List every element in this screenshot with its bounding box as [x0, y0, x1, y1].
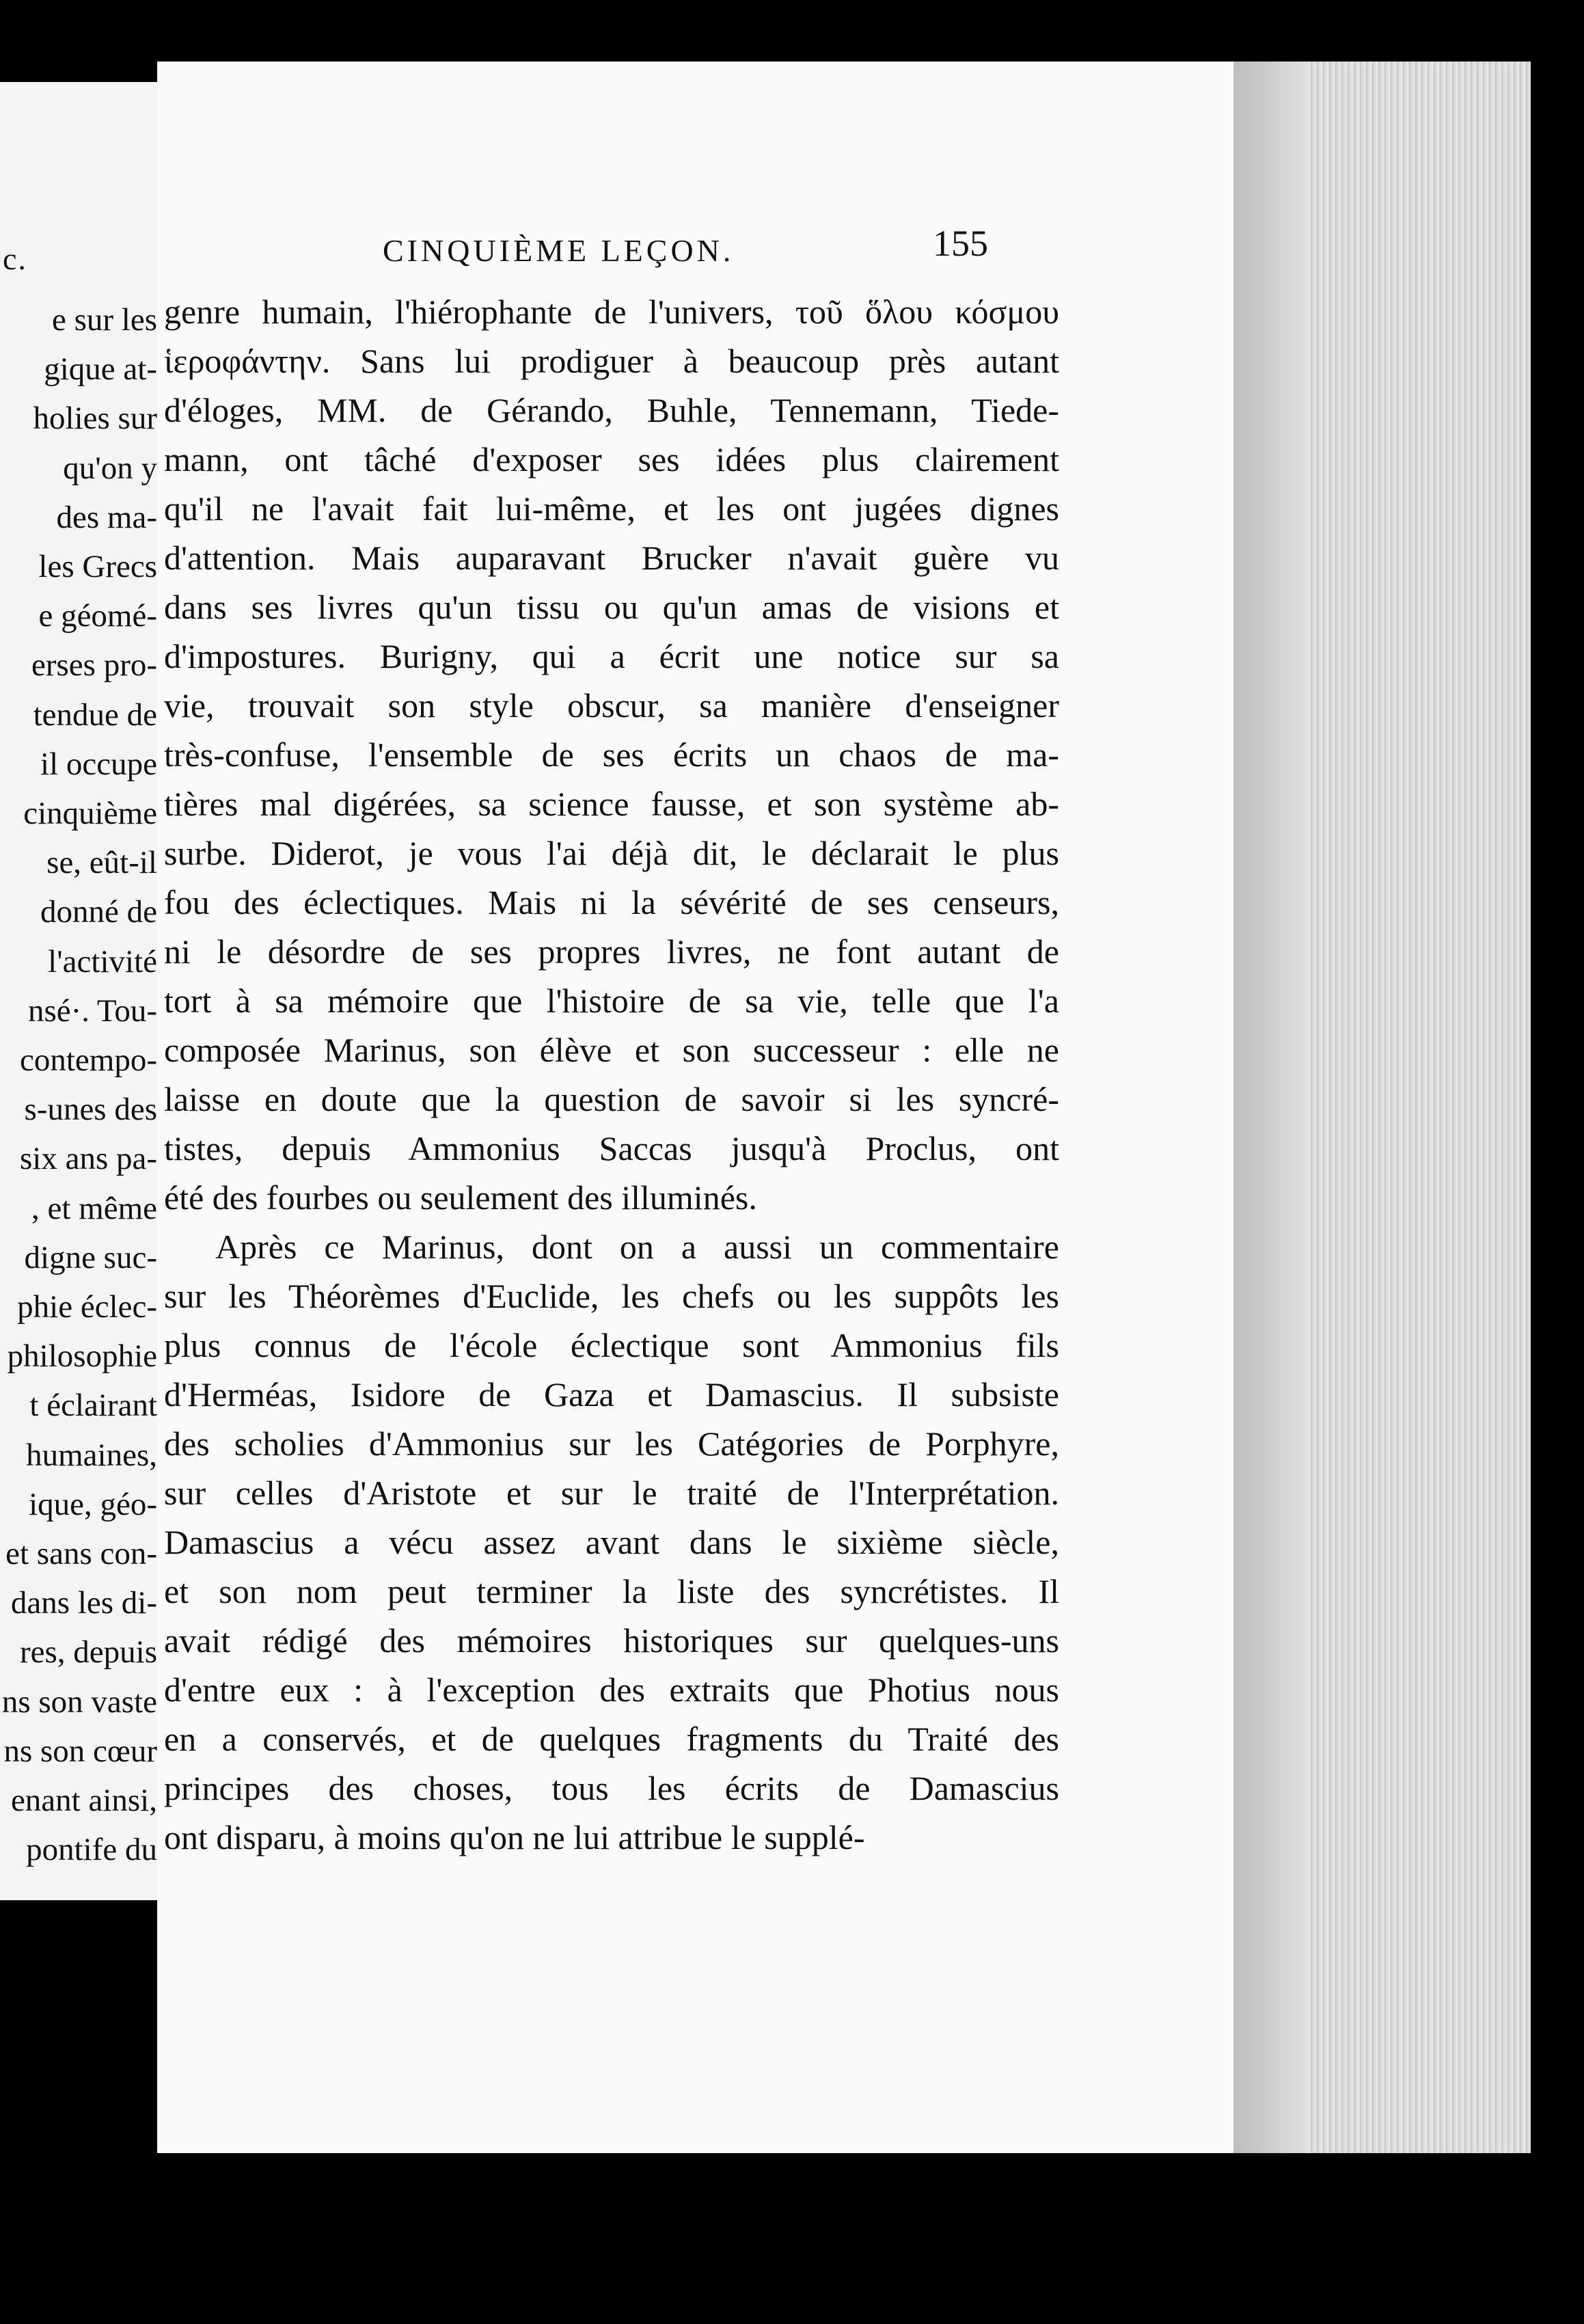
text-line: ni le désordre de ses propres livres, ne font autant de [164, 932, 1059, 971]
left-text-line: humaines, [26, 1437, 157, 1473]
left-text-line: holies sur [33, 401, 157, 437]
left-text-line: res, depuis [19, 1634, 157, 1671]
text-line: genre humain, l'hiérophante de l'univers, τοῦ ὅλου κόσμου [164, 293, 1059, 331]
text-line: qu'il ne l'avait fait lui-même, et les ont jugées dignes [164, 489, 1059, 528]
text-line: fou des éclectiques. Mais ni la sévérité de ses censeurs, [164, 883, 1059, 921]
text-line: d'éloges, MM. de Gérando, Buhle, Tennemann, Tiede- [164, 391, 1059, 429]
text-line: Damascius a vécu assez avant dans le sixième siècle, [164, 1523, 1059, 1561]
left-text-line: phie éclec- [17, 1289, 157, 1325]
left-text-line: il occupe [40, 746, 157, 782]
left-text-line: dans les di- [10, 1585, 157, 1621]
text-line: et son nom peut terminer la liste des syncrétistes. Il [164, 1572, 1059, 1610]
text-line: sur les Théorèmes d'Euclide, les chefs ou les suppôts les [164, 1277, 1059, 1315]
left-text-line: ns son cœur [3, 1733, 157, 1769]
text-line: en a conservés, et de quelques fragments du Traité des [164, 1720, 1059, 1758]
text-line: mann, ont tâché d'exposer ses idées plus clairement [164, 440, 1059, 478]
left-text-line: qu'on y [63, 450, 157, 486]
left-text-line: enant ainsi, [10, 1783, 157, 1818]
text-line: tort à sa mémoire que l'histoire de sa vie, telle que l'a [164, 982, 1059, 1020]
text-line: d'entre eux : à l'exception des extraits que Photius nous [164, 1671, 1059, 1709]
left-text-line: l'activité [48, 943, 157, 979]
text-line: très-confuse, l'ensemble de ses écrits un chaos de ma- [164, 735, 1059, 774]
left-text-line: digne suc- [24, 1239, 157, 1275]
left-text-line: t éclairant [29, 1388, 157, 1424]
text-line: surbe. Diderot, je vous l'ai déjà dit, le déclarait le plus [164, 834, 1059, 872]
text-line: d'attention. Mais auparavant Brucker n'avait guère vu [164, 539, 1059, 577]
left-text-line: cinquième [23, 796, 157, 831]
text-line: vie, trouvait son style obscur, sa manière d'enseigner [164, 686, 1059, 725]
left-page-header: c. [3, 241, 27, 276]
text-line: ont disparu, à moins qu'on ne lui attribue le supplé- [164, 1818, 865, 1856]
left-text-line: les Grecs [38, 549, 157, 584]
text-line: tistes, depuis Ammonius Saccas jusqu'à Proclus, ont [164, 1129, 1059, 1167]
left-text-line: e géomé- [38, 598, 157, 634]
left-text-line: pontife du [26, 1832, 157, 1868]
left-text-line: donné de [40, 894, 157, 930]
text-line: principes des choses, tous les écrits de Damascius [164, 1769, 1059, 1807]
left-text-line: et sans con- [5, 1536, 157, 1571]
left-text-line: tendue de [33, 697, 157, 733]
text-line: ἱεροφάντην. Sans lui prodiguer à beaucoup près autant [164, 342, 1059, 380]
text-line: laisse en doute que la question de savoir si les syncré- [164, 1080, 1059, 1118]
left-page [0, 82, 164, 1900]
text-line: d'impostures. Burigny, qui a écrit une notice sur sa [164, 637, 1059, 675]
left-text-line: des ma- [56, 499, 157, 535]
left-text-line: ique, géo- [29, 1486, 157, 1522]
text-line: d'Herméas, Isidore de Gaza et Damascius. Il subsiste [164, 1375, 1059, 1414]
page-number: 155 [933, 223, 988, 264]
left-text-line: gique at- [44, 351, 157, 388]
text-line: composée Marinus, son élève et son successeur : elle ne [164, 1031, 1059, 1069]
text-line: sur celles d'Aristote et sur le traité de l'Interprétation. [164, 1474, 1059, 1512]
left-text-line: six ans pa- [19, 1141, 157, 1177]
left-text-line: philosophie [7, 1338, 157, 1375]
left-text-line: nsé·. Tou- [27, 992, 157, 1029]
text-line: tières mal digérées, sa science fausse, et son système ab- [164, 785, 1059, 823]
page-edges [1233, 62, 1531, 2153]
left-text-line: erses pro- [31, 647, 157, 684]
running-head: CINQUIÈME LEÇON. [383, 233, 735, 268]
left-text-line: , et même [31, 1190, 157, 1226]
paragraph-first-line: Après ce Marinus, dont on a aussi un commentaire [215, 1228, 1059, 1266]
text-line: avait rédigé des mémoires historiques sur quelques-uns [164, 1621, 1059, 1660]
body-text [164, 287, 1059, 1862]
left-text-line: s-unes des [24, 1092, 157, 1128]
text-line: dans ses livres qu'un tissu ou qu'un amas de visions et [164, 588, 1059, 626]
left-text-line: se, eût-il [46, 845, 157, 881]
text-line: été des fourbes ou seulement des illuminés. [164, 1178, 757, 1217]
left-text-line: contempo- [20, 1042, 157, 1078]
left-text-line: ns son vaste [1, 1684, 157, 1720]
text-line: plus connus de l'école éclectique sont Ammonius fils [164, 1326, 1059, 1364]
text-line: des scholies d'Ammonius sur les Catégories de Porphyre, [164, 1424, 1059, 1463]
left-text-line: e sur les [51, 302, 157, 338]
